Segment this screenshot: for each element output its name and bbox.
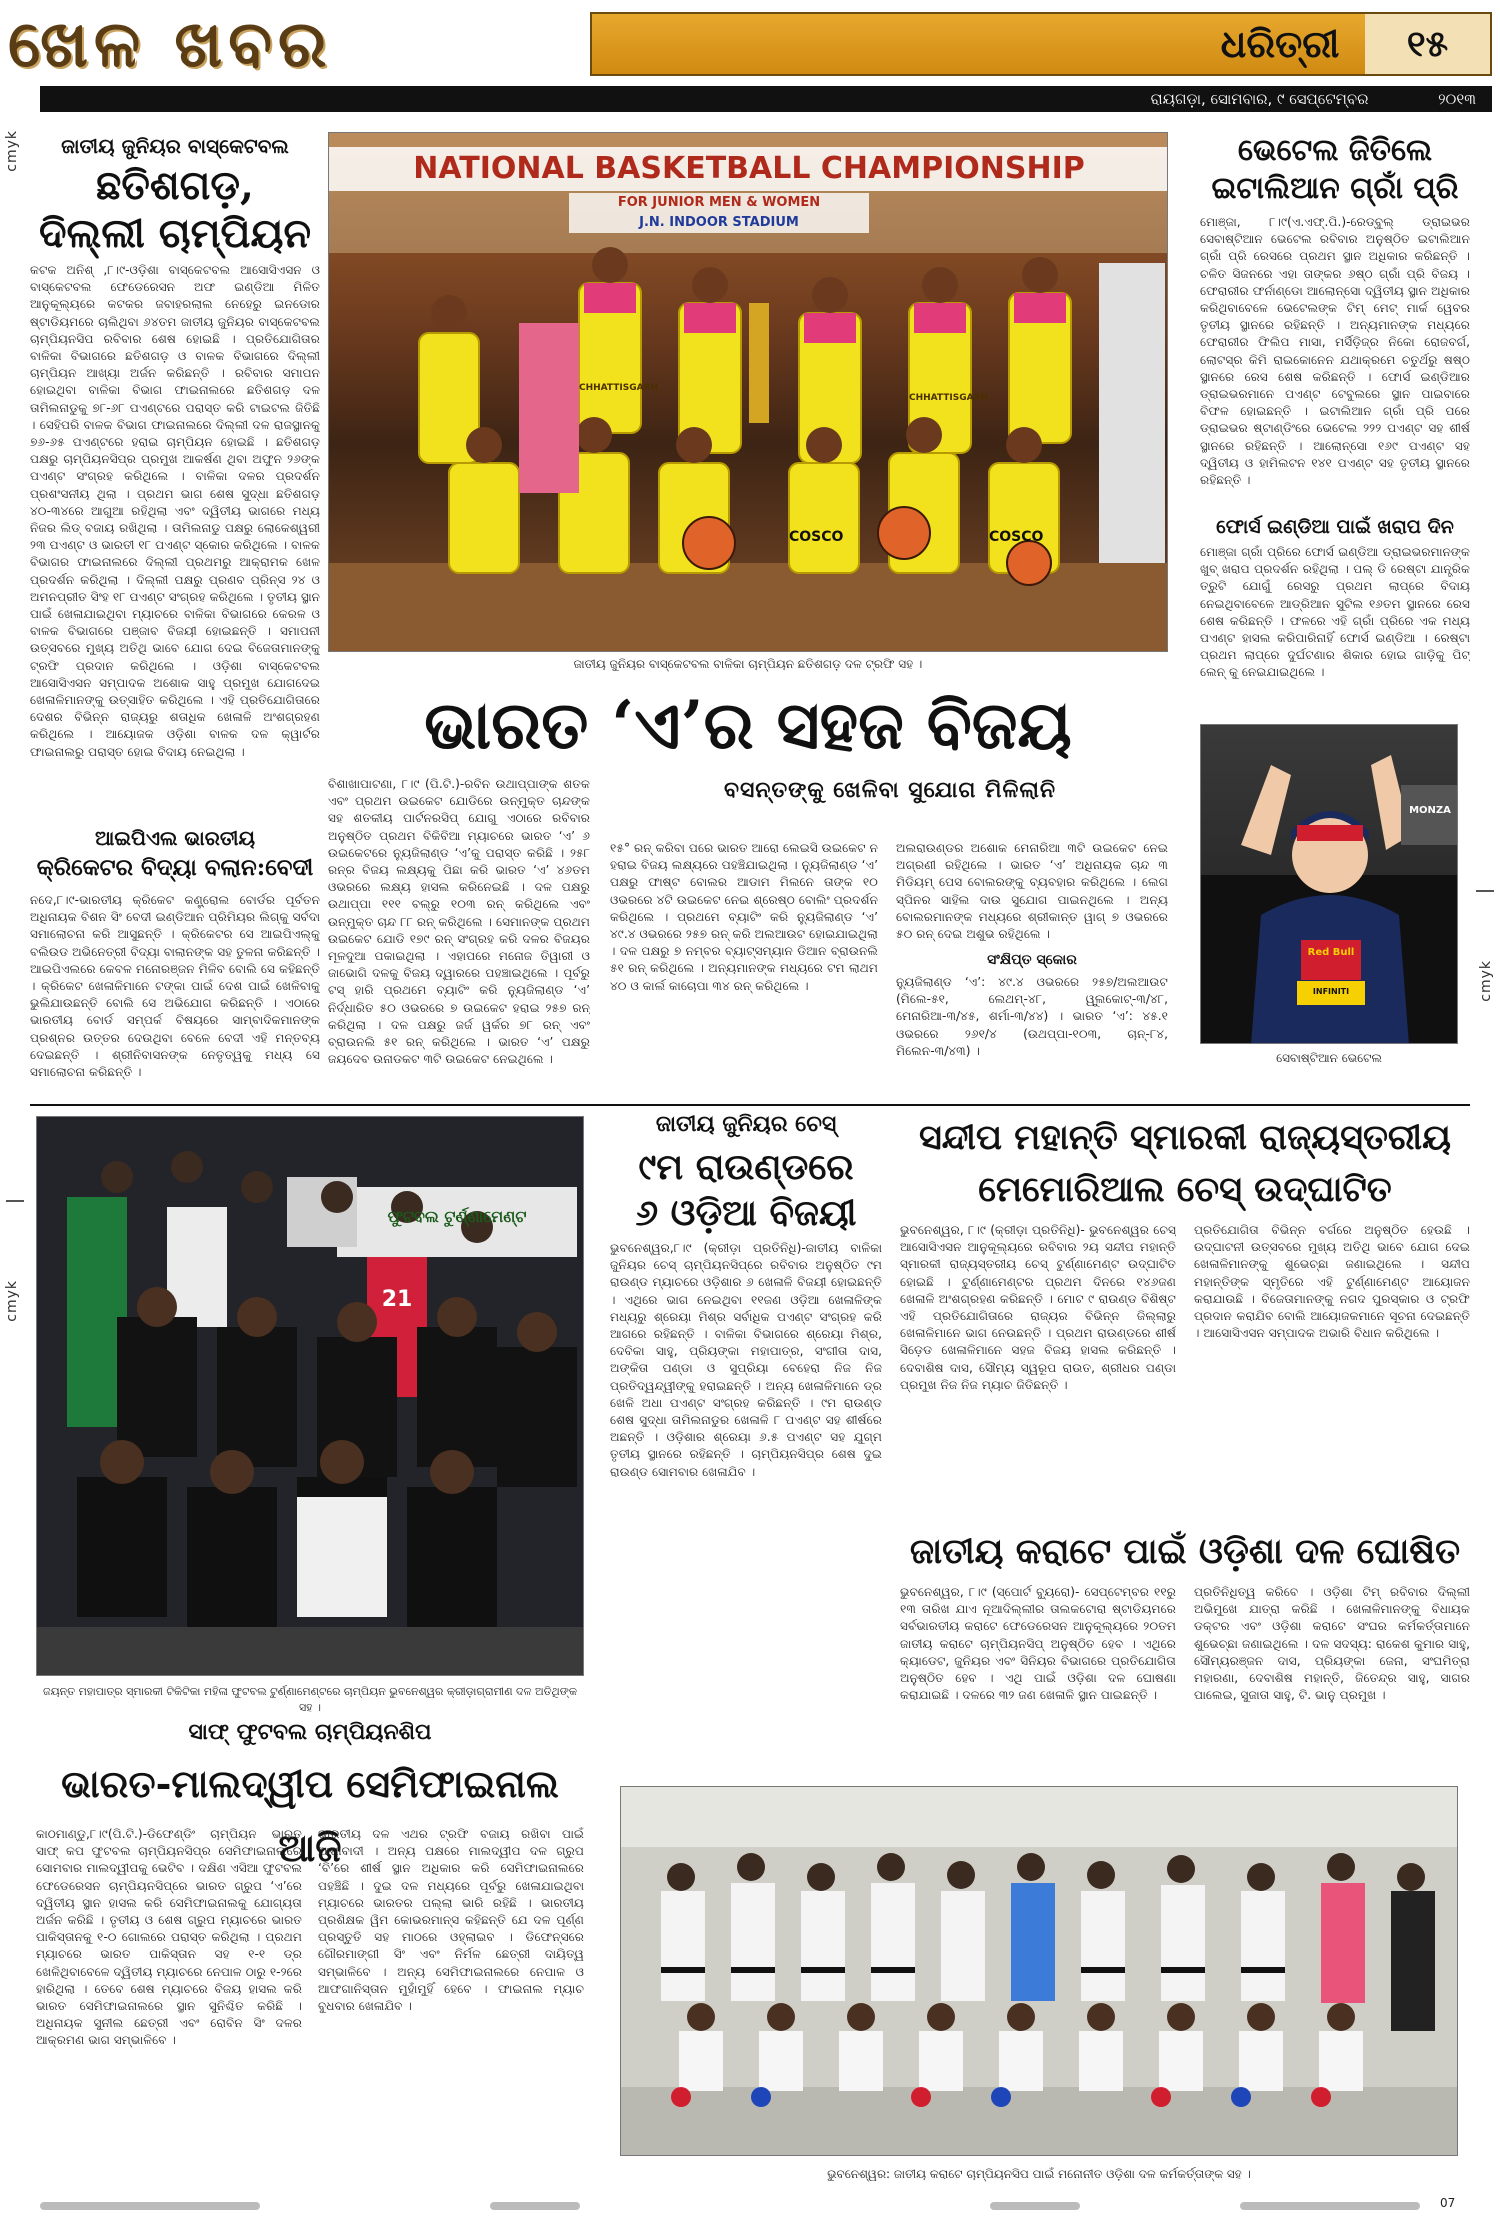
basketball-headline — [30, 162, 320, 258]
crop-mark — [6, 1200, 24, 1202]
ipl-body: ନଦେ,୮।୯-ଭାରତୀୟ କ୍ରିକେଟ କଣ୍ଟ୍ରୋଲ ବୋର୍ଡର ପୂର୍ବତନ ଅଧିନାୟକ ବିଶନ ସିଂ ବେଦୀ ଇଣ୍ଡିଆନ ପ୍ରିମିୟର ଲିଗ୍କୁ ସର୍ବଦା ସମାଲୋଚନା କରି ଆସୁଛନ୍ତି । କ୍ରିକେଟର ସେ ଆଇପିଏଲ୍କୁ ବଲିଉଡ ଅଭିନେତ୍ରୀ ବିଦ୍ୟା ବାଲାନଙ୍କ ସହ ତୁଳନା କରିଛନ୍ତି । ଆଇପିଏଲରେ କେବଳ ମନୋରଞ୍ଜନ ମିଳିବ ବୋଲି ସେ କହିଛନ୍ତି । କ୍ରିକେଟ ଖେଳାଳିମାନେ ଟଙ୍କା ପାଇଁ ଦେଶ ପାଇଁ ଖେଳିବାକୁ ଭୁଲିଯାଉଛନ୍ତି ବୋଲି ସେ ଅଭିଯୋଗ କରିଛନ୍ତି । ଏଠାରେ ଭାରତୀୟ ବୋର୍ଡ ସମ୍ପର୍କ ବିଷୟରେ ସାମ୍ବାଦିକମାନଙ୍କ ପ୍ରଶ୍ନର ଉତ୍ତର ଦେଉଥିବା ବେଳେ ବେଦୀ ଏହି ମନ୍ତବ୍ୟ ଦେଇଛନ୍ତି । ଶ୍ରୀନିବାସନଙ୍କ ନେତୃତ୍ୱକୁ ମଧ୍ୟ ସେ ସମାଲୋଚନା କରିଛନ୍ତି । — [30, 893, 320, 1080]
vettel-photo — [1200, 724, 1458, 1044]
memorial-chess-body-col2: ପ୍ରତିଯୋଗିତା ବିଭିନ୍ନ ବର୍ଗରେ ଅନୁଷ୍ଠିତ ହେଉଛି । ଉଦ୍‌ଘାଟନୀ ଉତ୍ସବରେ ମୁଖ୍ୟ ଅତିଥି ଭାବେ ଯୋଗ ଦେଇ ଖେଳାଳିମାନଙ୍କୁ ଶୁଭେଚ୍ଛା ଜଣାଇଥିଲେ । ସନ୍ଦୀପ ମହାନ୍ତିଙ୍କ ସ୍ମୃତିରେ ଏହି ଟୁର୍ଣ୍ଣାମେଣ୍ଟ ଆୟୋଜନ କରାଯାଉଛି । ବିଜେତାମାନଙ୍କୁ ନଗଦ ପୁରସ୍କାର ଓ ଟ୍ରଫି ପ୍ରଦାନ କରାଯିବ ବୋଲି ଆୟୋଜକମାନେ ସୂଚନା ଦେଇଛନ୍ତି । ଆସୋସିଏସନ ସମ୍ପାଦକ ଅଭାରି ବିଧାନ କରିଥିଲେ । — [1194, 1223, 1470, 1341]
ball-brand-label: COSCO — [789, 529, 844, 545]
saff-kicker: ସାଫ୍ ଫୁଟବଲ ଚାମ୍ପିୟନଶିପ — [36, 1716, 584, 1750]
vettel-photo-sign: MONZA — [1409, 805, 1451, 816]
footer-bar — [490, 2202, 580, 2210]
basketball-photo-banner: NATIONAL BASKETBALL CHAMPIONSHIP — [413, 151, 1085, 186]
ipl-headline: କ୍ରିକେଟର ବିଦ୍ୟା ବଲାନ:ବେଦୀ — [36, 854, 314, 881]
football-photo-caption: ଜୟନ୍ତ ମହାପାତ୍ର ସ୍ମାରକୀ ଟିକିଟିକା ମହିଳା ଫୁଟବଲ ଟୁର୍ଣ୍ଣାମେଣ୍ଟରେ ଚାମ୍ପିୟନ ଭୁବନେଶ୍ୱର କ୍ରୀଡ଼ାଗ୍ରାମୀଣ ଦଳ ଅତିଥିଙ୍କ ସହ । — [42, 1685, 578, 1714]
football-photo-banner: ଫୁଟବଲ ଟୁର୍ଣ୍ଣାମେଣ୍ଟ — [387, 1207, 527, 1226]
memorial-chess-body-col1: ଭୁବନେଶ୍ୱର, ୮।୯ (କ୍ରୀଡ଼ା ପ୍ରତିନିଧି)- ଭୁବନେଶ୍ୱର ଚେସ୍ ଆସୋସିଏସନ ଆନୁକୂଲ୍ୟରେ ରବିବାର ୨ୟ ସନ୍ଦୀପ ମହାନ୍ତି ସ୍ମାରକୀ ରାଜ୍ୟସ୍ତରୀୟ ଚେସ୍ ଟୁର୍ଣ୍ଣାମେଣ୍ଟ ଉଦ୍‌ଘାଟିତ ହୋଇଛି । ଟୁର୍ଣ୍ଣାମେଣ୍ଟର ପ୍ରଥମ ଦିନରେ ୧୪୬ଜଣ ଖେଳାଳି ଅଂଶଗ୍ରହଣ କରିଛନ୍ତି । ମୋଟ ୯ ରାଉଣ୍ଡ ବିଶିଷ୍ଟ ଏହି ପ୍ରତିଯୋଗିତାରେ ରାଜ୍ୟର ବିଭିନ୍ନ ଜିଲ୍ଲାରୁ ଖେଳାଳିମାନେ ଭାଗ ନେଉଛନ୍ତି । ପ୍ରଥମ ରାଉଣ୍ଡରେ ଶୀର୍ଷ ସିଡ଼େଡ ଖେଳାଳିମାନେ ସହଜ ବିଜୟ ହାସଲ କରିଛନ୍ତି । ଦେବାଶିଷ ଦାସ, ସୌମ୍ୟ ସ୍ୱରୂପ ରାଉତ, ଶ୍ରୀଧର ପଣ୍ଡା ପ୍ରମୁଖ ନିଜ ନିଜ ମ୍ୟାଚ ଜିତିଛନ୍ତି । — [900, 1223, 1176, 1392]
cmyk-label: cmyk — [4, 130, 20, 172]
page-code: 07 — [1440, 2196, 1456, 2210]
ball-brand-label: COSCO — [989, 529, 1044, 545]
vettel-headline-line1: ଭେଟେଲ ଜିତିଲେ — [1237, 133, 1433, 168]
jersey-label: CHHATTISGARH — [909, 393, 989, 403]
saff-headline: ଭାରତ-ମାଲଦ୍ୱୀପ ସେମିଫାଇନାଲ ଆଜି — [61, 1761, 559, 1870]
india-a-subheadline: ବସନ୍ତଙ୍କୁ ଖେଳିବା ସୁଯୋଗ ମିଳିଲାନି — [723, 778, 1057, 803]
vettel-subheadline: ଫୋର୍ସ ଇଣ୍ଡିଆ ପାଇଁ ଖରାପ ଦିନ — [1216, 516, 1454, 538]
basketball-photo — [328, 132, 1168, 652]
cmyk-label: cmyk — [4, 1280, 20, 1322]
vettel-headline-line2: ଇଟାଲିଆନ ଗ୍ରାଁ ପ୍ରି — [1211, 171, 1459, 206]
karate-headline: ଜାତୀୟ କରାଟେ ପାଇଁ ଓଡ଼ିଶା ଦଳ ଘୋଷିତ — [909, 1531, 1461, 1572]
karate-photo-art — [621, 1787, 1458, 2156]
karate-photo-caption: ଭୁବନେଶ୍ୱର: ଜାତୀୟ କରାଟେ ଚାମ୍ପିୟନସିପ ପାଇଁ ମନୋନୀତ ଓଡ଼ିଶା ଦଳ କର୍ମକର୍ତ୍ତାଙ୍କ ସହ । — [827, 2167, 1251, 2181]
paper-name: ଧରିତ୍ରୀ — [1220, 21, 1340, 66]
section-title: ଖେଳ ଖବର — [8, 7, 333, 82]
karate-body-col2: ପ୍ରତିନିଧିତ୍ୱ କରିବେ । ଓଡ଼ିଶା ଟିମ୍ ରବିବାର ଦିଲ୍ଲୀ ଅଭିମୁଖେ ଯାତ୍ରା କରିଛି । ଖେଳାଳିମାନଙ୍କୁ ବିଧାୟକ ଡକ୍ଟର ଏବଂ ଓଡ଼ିଶା କରାଟେ ସଂଘର କର୍ମକର୍ତ୍ତାମାନେ ଶୁଭେଚ୍ଛା ଜଣାଇଥିଲେ । ଦଳ ସଦସ୍ୟ: ରାକେଶ କୁମାର ସାହୁ, ସୌମ୍ୟରଞ୍ଜନ ଦାସ, ପ୍ରିୟଙ୍କା ଜେନା, ସଂଘମିତ୍ରା ମହାରଣା, ଦେବାଶିଷ ମହାନ୍ତି, ଜିତେନ୍ଦ୍ର ସାହୁ, ସାଗର ପାଲେଇ, ସୁଜାତା ସାହୁ, ଟି. ଭାନୁ ପ୍ରମୁଖ । — [1194, 1585, 1470, 1703]
vettel-sub-body: ମୋଞ୍ଜା ଗ୍ରାଁ ପ୍ରିରେ ଫୋର୍ସ ଇଣ୍ଡିଆ ଡ୍ରାଇଭରମାନଙ୍କ ଖୁବ୍ ଖରାପ ପ୍ରଦର୍ଶନ ରହିଥିଲା । ପଲ୍ ଡି ରେଷ୍ଟା ଯାନ୍ତ୍ରିକ ତ୍ରୁଟି ଯୋଗୁଁ ରେସରୁ ପ୍ରଥମ ଲାପ୍ରେ ବିଦାୟ ନେଇଥିବାବେଳେ ଆଡ୍ରିଆନ ସୁଟିଲ ୧୬ତମ ସ୍ଥାନରେ ରେସ ଶେଷ କରିଛନ୍ତି । ଫଳରେ ଏହି ଗ୍ରାଁ ପ୍ରିରେ ଏକ ମଧ୍ୟ ପଏଣ୍ଟ ହାସଲ କରିପାରିନାହିଁ ଫୋର୍ସ ଇଣ୍ଡିଆ । ରେଷ୍ଟା ପ୍ରଥମ ଲାପ୍ରେ ଦୁର୍ଘଟଣାର ଶିକାର ହୋଇ ଗାଡ଼ିକୁ ପିଟ୍ ଲେନ୍ କୁ ନେଇଯାଇଥିଲେ । — [1200, 545, 1470, 680]
section-rule — [30, 1104, 1470, 1106]
chess-junior-headline — [610, 1144, 882, 1236]
karate-photo — [620, 1786, 1458, 2156]
basketball-body: କଟକ ଅନିଶ୍ ,୮।୯-ଓଡ଼ିଶା ବାସ୍କେଟବଲ ଆସୋସିଏସନ ଓ ବାସ୍କେଟବଲ ଫେଡେରେସନ ଅଫ ଇଣ୍ଡିଆ ମିଳିତ ଆନୁକୂଲ୍ୟରେ କଟକର ଜବାହରଲାଲ ନେହେରୁ ଇନଡୋର ଷ୍ଟାଡିୟମରେ ଚାଲିଥିବା ୬୪ତମ ଜାତୀୟ ଜୁନିୟର ବାସ୍କେଟବଲ ଚାମ୍ପିୟନସିପ ରବିବାର ଶେଷ ହୋଇଛି । ପ୍ରତିଯୋଗିତାର ବାଳିକା ବିଭାଗରେ ଛତିଶଗଡ଼ ଓ ବାଳକ ବିଭାଗରେ ଦିଲ୍ଲୀ ଚାମ୍ପିୟନ ଆଖ୍ୟା ଅର୍ଜନ କରିଛନ୍ତି । ରବିବାର ସମାପନ ହୋଇଥିବା ବାଳିକା ବିଭାଗ ଫାଇନାଲରେ ଛତିଶଗଡ଼ ଦଳ ତାମିଲନାଡୁକୁ ୭୮-୬୮ ପଏଣ୍ଟରେ ପରାସ୍ତ କରି ଟାଇଟଲ ଜିତିଛି । ସେହିପରି ବାଳକ ବିଭାଗ ଫାଇନାଲରେ ଦିଲ୍ଲୀ ଦଳ ରାଜସ୍ଥାନକୁ ୭୬-୬୫ ପଏଣ୍ଟରେ ହରାଇ ଚାମ୍ପିୟନ ହୋଇଛି । ଛତିଶଗଡ଼ ପକ୍ଷରୁ ଚାମ୍ପିୟନସିପ୍ର ପ୍ରମୁଖ ଆକର୍ଷଣ ଥିବା ଅଫୁନ ୨୬ଙ୍କ ପଏଣ୍ଟ ସଂଗ୍ରହ କରିଥିଲେ । ବାଳିକା ଦଳର ପ୍ରଦର୍ଶନ ପ୍ରଶଂସନୀୟ ଥିଲା । ପ୍ରଥମ ଭାଗ ଶେଷ ସୁଦ୍ଧା ଛତିଶଗଡ଼ ୪୦-୩୪ରେ ଆଗୁଆ ରହିଥିଲା ଏବଂ ଦ୍ୱିତୀୟ ଭାଗରେ ମଧ୍ୟ ନିଜର ଲିଡ୍ ବଜାୟ ରଖିଥିଲା । ତାମିଲନାଡୁ ପକ୍ଷରୁ ଲୋକେଶ୍ୱରୀ ୨୩ ପଏଣ୍ଟ ଓ ଭାରତୀ ୧୮ ପଏଣ୍ଟ ସ୍କୋର କରିଥିଲେ । ବାଳକ ବିଭାଗର ଫାଇନାଲରେ ଦିଲ୍ଲୀ ପ୍ରଥମରୁ ଆକ୍ରାମକ ଖେଳ ପ୍ରଦର୍ଶନ କରିଥିଲା । ଦିଲ୍ଲୀ ପକ୍ଷରୁ ପ୍ରଣବ ପ୍ରିନ୍ସ ୨୪ ଓ ଅମନପ୍ରୀତ ସିଂହ ୧୮ ପଏଣ୍ଟ ସଂଗ୍ରହ କରିଥିଲେ । ତୃତୀୟ ସ୍ଥାନ ପାଇଁ ଖେଳାଯାଇଥିବା ମ୍ୟାଚରେ ବାଳିକା ବିଭାଗରେ କେରଳ ଓ ବାଳକ ବିଭାଗରେ ପଞ୍ଜାବ ବିଜୟୀ ହୋଇଛନ୍ତି । ସମାପନୀ ଉତ୍ସବରେ ମୁଖ୍ୟ ଅତିଥି ଭାବେ ଯୋଗ ଦେଇ ବିଜେତାମାନଙ୍କୁ ଟ୍ରଫି ପ୍ରଦାନ କରିଥିଲେ । ଓଡ଼ିଶା ବାସ୍କେଟବଲ ଆସୋସିଏସନ ସମ୍ପାଦକ ଅଶୋକ ସାହୁ ପ୍ରମୁଖ ଯୋଗଦେଇ ଖେଳାଳିମାନଙ୍କୁ ଉତ୍ସାହିତ କରିଥିଲେ । ଏହି ପ୍ରତିଯୋଗିତାରେ ଦେଶର ବିଭିନ୍ନ ରାଜ୍ୟରୁ ଶତାଧିକ ଖେଳାଳି ଅଂଶଗ୍ରହଣ କରିଥିଲେ । ଆୟୋଜକ ଓଡ଼ିଶା ବାଳକ ଦଳ କ୍ୱାର୍ଟର ଫାଇନାଲରୁ ପରାସ୍ତ ହୋଇ ବିଦାୟ ନେଇଥିଲା । — [30, 263, 320, 759]
registration-mark-left-top — [4, 130, 20, 172]
india-a-body-col2: ୧୫° ରନ୍ କରିବା ପରେ ଭାରତ ଆରୋ ଲେଇସି ଉଇକେଟ ନ ହରାଇ ବିଜୟ ଲକ୍ଷ୍ୟରେ ପହଞ୍ଚିଯାଇଥିଲା । ନ୍ୟୁଜିଲାଣ୍ଡ ‘ଏ’ ପକ୍ଷରୁ ଫାଷ୍ଟ ବୋଲର ଆଡାମ ମିଲନେ ତାଙ୍କ ୧୦ ଓଭରରେ ୪ଟି ଉଇକେଟ ନେଇ ଶ୍ରେଷ୍ଠ ବୋଲିଂ ପ୍ରଦର୍ଶନ କରିଥିଲେ । ପ୍ରଥମେ ବ୍ୟାଟିଂ କରି ନ୍ୟୁଜିଲାଣ୍ଡ ‘ଏ’ ୪୯.୪ ଓଭରରେ ୨୫୭ ରନ୍ କରି ଅଲଆଉଟ ହୋଇଯାଇଥିଲା । ଦଳ ପକ୍ଷରୁ ୭ ନମ୍ବର ବ୍ୟାଟ୍ସମ୍ୟାନ ଡିଆନ ବ୍ରାଉନଲି ୫୧ ରନ୍ କରିଥିଲେ । ଅନ୍ୟମାନଙ୍କ ମଧ୍ୟରେ ଟମ ଲାଥମ ୪୦ ଓ କାର୍ଲ କାଚୋପା ୩୪ ରନ୍ କରିଥିଲେ । — [610, 841, 878, 993]
crop-mark — [1476, 890, 1494, 892]
basketball-headline-line2: ଦିଲ୍ଲୀ ଚାମ୍ପିୟନ — [38, 210, 312, 257]
india-a-score-title: ସଂକ୍ଷିପ୍ତ ସ୍କୋର — [987, 952, 1077, 968]
basketball-kicker: ଜାତୀୟ ଜୁନିୟର ବାସ୍କେଟବଲ — [61, 134, 289, 158]
football-photo — [36, 1116, 584, 1676]
dateline-place-day: ରାୟଗଡ଼ା, ସୋମବାର, ୯ ସେପ୍ଟେମ୍ବର — [1150, 90, 1369, 108]
india-a-body-col1: ବିଶାଖାପାଟଣା, ୮।୯ (ପି.ଟି.)-ରବିନ ଉଥାପ୍ପାଙ୍କ ଶତକ ଏବଂ ପ୍ରଥମ ଉଇକେଟ ଯୋଡିରେ ଉନ୍ମୁକ୍ତ ଚାନ୍ଦଙ୍କ ସହ ଶତକୀୟ ପାର୍ଟନରସିପ୍ ଯୋଗୁ ଏଠାରେ ରବିବାର ଅନୁଷ୍ଠିତ ପ୍ରଥମ ବିକିବିଆ ମ୍ୟାଚରେ ଭାରତ ‘ଏ’ ୬ ଉଇକେଟରେ ନ୍ୟୁଜିଲାଣ୍ଡ ‘ଏ’କୁ ପରାସ୍ତ କରିଛି । ୨୫୮ ରନ୍ର ବିଜୟ ଲକ୍ଷ୍ୟକୁ ପିଛା କରି ଭାରତ ‘ଏ’ ୪୬ତମ ଓଭରରେ ଲକ୍ଷ୍ୟ ହାସଲ କରିନେଇଛି । ଦଳ ପକ୍ଷରୁ ଉଥାପ୍ପା ୧୧୧ ବଲ୍ରୁ ୧୦୩ ରନ୍ କରିଥିଲେ ଏବଂ ଉନ୍ମୁକ୍ତ ଚାନ୍ଦ ୮୮ ରନ୍ କରିଥିଲେ । ସେମାନଙ୍କ ପ୍ରଥମ ଉଇକେଟ ଯୋଡି ୧୭୯ ରନ୍ ସଂଗ୍ରହ କରି ଦଳର ବିଜୟର ମୂଳଦୁଆ ପକାଇଥିଲା । ଏହାପରେ ମନୋଜ ତିୱାରୀ ଓ ଜାଭୋଗି ଦଳକୁ ବିଜୟ ଦ୍ୱାରରେ ପହଞ୍ଚାଇଥିଲେ । ପୂର୍ବରୁ ଟସ୍ ହାରି ପ୍ରଥମେ ବ୍ୟାଟିଂ କରି ନ୍ୟୁଜିଲାଣ୍ଡ ‘ଏ’ ନିର୍ଦ୍ଧାରିତ ୫୦ ଓଭରରେ ୭ ଉଇକେଟ ହରାଇ ୨୫୭ ରନ୍ କରିଥିଲା । ଦଳ ପକ୍ଷରୁ ଜର୍ଜ ୱର୍କର ୭୮ ରନ୍ ଏବଂ ବ୍ରାଉନଲି ୫୧ ରନ୍ କରିଥିଲେ । ଭାରତ ‘ଏ’ ପକ୍ଷରୁ ଜୟଦେବ ଉନାଡକଟ ୩ଟି ଉଇକେଟ ନେଇଥିଲେ । — [328, 777, 590, 1067]
saff-body-col2: ଭାରତୀୟ ଦଳ ଏଥର ଟ୍ରଫି ବଜାୟ ରଖିବା ପାଇଁ ଆଶାବାଦୀ । ଅନ୍ୟ ପକ୍ଷରେ ମାଲଦ୍ୱୀପ ଦଳ ଗ୍ରୁପ ‘ବି’ରେ ଶୀର୍ଷ ସ୍ଥାନ ଅଧିକାର କରି ସେମିଫାଇନାଲରେ ପହଞ୍ଚିଛି । ଦୁଇ ଦଳ ମଧ୍ୟରେ ପୂର୍ବରୁ ଖେଳାଯାଇଥିବା ମ୍ୟାଚରେ ଭାରତର ପଲ୍ଲା ଭାରି ରହିଛି । ଭାରତୀୟ ପ୍ରଶିକ୍ଷକ ୱିମ କୋଭରମାନ୍ସ କହିଛନ୍ତି ଯେ ଦଳ ପୂର୍ଣ୍ଣ ପ୍ରସ୍ତୁତି ସହ ମାଠରେ ଓହ୍ଲାଇବ । ଡିଫେନ୍ସରେ ଗୌରମାଙ୍ଗୀ ସିଂ ଏବଂ ନିର୍ମଳ ଛେତ୍ରୀ ଦାୟିତ୍ୱ ସମ୍ଭାଳିବେ । ଅନ୍ୟ ସେମିଫାଇନାଲରେ ନେପାଳ ଓ ଆଫଗାନିସ୍ତାନ ମୁହାଁମୁହିଁ ହେବେ । ଫାଇନାଲ ମ୍ୟାଚ ବୁଧବାର ଖେଳାଯିବ । — [318, 1827, 584, 2014]
cmyk-label: cmyk — [1478, 960, 1494, 1002]
memorial-chess-headline — [900, 1112, 1470, 1216]
vettel-photo-brand: Red Bull — [1307, 947, 1355, 958]
basketball-headline-line1: ଛତିଶଗଡ଼, — [96, 162, 254, 209]
vettel-body: ମୋଞ୍ଜା, ୮।୯(ଏ.ଏଫ୍.ପି.)-ରେଡ୍ବୁଲ୍ ଡ୍ରାଇଭର ସେବାଷ୍ଟିଆନ ଭେଟେଲ ରବିବାର ଅନୁଷ୍ଠିତ ଇଟାଲିଆନ ଗ୍ରାଁ ପ୍ରି ରେସରେ ପ୍ରଥମ ସ୍ଥାନ ଅଧିକାର କରିଛନ୍ତି । ଚଳିତ ସିଜନରେ ଏହା ତାଙ୍କର ୬ଷ୍ଠ ଗ୍ରାଁ ପ୍ରି ବିଜୟ । ଫେରାରୀର ଫର୍ନାଣ୍ଡୋ ଆଲୋନ୍ସୋ ଦ୍ୱିତୀୟ ସ୍ଥାନ ଅଧିକାର କରିଥିବାବେଳେ ଭେଟେଲଙ୍କ ଟିମ୍ ମେଟ୍ ମାର୍କ ୱେବର ତୃତୀୟ ସ୍ଥାନରେ ରହିଛନ୍ତି । ଅନ୍ୟମାନଙ୍କ ମଧ୍ୟରେ ଫେରାରୀର ଫିଲିପ ମାସା, ମର୍ସିଡ଼ିଜ୍ର ନିକୋ ରୋଜବର୍ଗ, ଲୋଟସ୍ର କିମି ରାଇକୋନେନ ଯଥାକ୍ରମେ ଚତୁର୍ଥରୁ ଷଷ୍ଠ ସ୍ଥାନରେ ରେସ ଶେଷ କରିଛନ୍ତି । ଫୋର୍ସ ଇଣ୍ଡିଆର ଡ୍ରାଇଭରମାନେ ପଏଣ୍ଟ ଟେବୁଲରେ ସ୍ଥାନ ପାଇବାରେ ବିଫଳ ହୋଇଛନ୍ତି । ଇଟାଲିଆନ ଗ୍ରାଁ ପ୍ରି ପରେ ଡ୍ରାଇଭର ଷ୍ଟାଣ୍ଡିଂରେ ଭେଟେଲ ୨୨୨ ପଏଣ୍ଟ ସହ ଶୀର୍ଷ ସ୍ଥାନରେ ରହିଛନ୍ତି । ଆଲୋନ୍ସୋ ୧୬୯ ପଏଣ୍ଟ ସହ ଦ୍ୱିତୀୟ ଓ ହାମିଲଟନ ୧୪୧ ପଏଣ୍ଟ ସହ ତୃତୀୟ ସ୍ଥାନରେ ରହିଛନ୍ତି । — [1200, 215, 1470, 488]
india-a-headline: ଭାରତ ‘ଏ’ର ସହଜ ବିଜୟ — [424, 686, 1072, 764]
chess-junior-headline-line1: ୯ମ ରାଉଣ୍ଡରେ — [638, 1146, 854, 1188]
basketball-photo-venue: J.N. INDOOR STADIUM — [639, 215, 799, 230]
football-photo-art — [37, 1117, 584, 1676]
footer-bar — [1240, 2202, 1420, 2210]
india-a-score-body: ନ୍ୟୁଜିଲାଣ୍ଡ ‘ଏ’: ୪୯.୪ ଓଭରରେ ୨୫୭/ଅଲଆଉଟ (ମିଲେ-୫୧, ଲେଥମ୍-୪୮, ୱୁଲକୋଟ୍-୩/୪୮, ମେନାରିଆ-୩/୪୫, ଶର୍ମା-୩/୪୪) । ଭାରତ ‘ଏ’: ୪୫.୧ ଓଭରରେ ୨୬୧/୪ (ଉଥପ୍ପା-୧୦୩, ଚାନ୍-୮୪, ମିଲେନ-୩/୪୩) । — [896, 975, 1168, 1058]
footer-bar — [990, 2202, 1080, 2210]
chess-junior-kicker: ଜାତୀୟ ଜୁନିୟର ଚେସ୍ — [655, 1112, 837, 1137]
vettel-photo-art — [1201, 725, 1458, 1044]
vettel-headline — [1200, 132, 1470, 208]
jersey-label: CHHATTISGARH — [579, 383, 659, 393]
ipl-kicker: ଆଇପିଏଲ ଭାରତୀୟ — [95, 826, 255, 850]
saff-body-col1: କାଠମାଣ୍ଡୁ,୮।୯(ପି.ଟି.)-ଡିଫେଣ୍ଡିଂ ଚାମ୍ପିୟନ ଭାରତ ସାଫ୍ କପ ଫୁଟବଲ ଚାମ୍ପିୟନସିପ୍ର ସେମିଫାଇନାଲରେ ସୋମବାର ମାଲଦ୍ୱୀପକୁ ଭେଟିବ । ଦକ୍ଷିଣ ଏସିଆ ଫୁଟବଲ ଫେଡେରେସନ ଚାମ୍ପିୟନସିପ୍ରେ ଭାରତ ଗ୍ରୁପ ‘ଏ’ରେ ଦ୍ୱିତୀୟ ସ୍ଥାନ ହାସଲ କରି ସେମିଫାଇନାଲକୁ ଯୋଗ୍ୟତା ଅର୍ଜନ କରିଛି । ତୃତୀୟ ଓ ଶେଷ ଗ୍ରୁପ ମ୍ୟାଚରେ ଭାରତ ପାକିସ୍ତାନକୁ ୧-୦ ଗୋଲରେ ପରାସ୍ତ କରିଥିଲା । ପ୍ରଥମ ମ୍ୟାଚରେ ଭାରତ ପାକିସ୍ତାନ ସହ ୧-୧ ଡ୍ର ଖେଳିଥିବାବେଳେ ଦ୍ୱିତୀୟ ମ୍ୟାଚରେ ନେପାଳ ଠାରୁ ୧-୨ରେ ହାରିଥିଲା । ତେବେ ଶେଷ ମ୍ୟାଚରେ ବିଜୟ ହାସଲ କରି ଭାରତ ସେମିଫାଇନାଲରେ ସ୍ଥାନ ସୁନିଶ୍ଚିତ କରିଛି । ଅଧିନାୟକ ସୁନୀଲ ଛେତ୍ରୀ ଏବଂ ରୋବିନ ସିଂ ଦଳର ଆକ୍ରମଣ ଭାଗ ସମ୍ଭାଳିବେ । — [36, 1827, 302, 2048]
memorial-chess-headline-line2: ମେମୋରିଆଲ ଚେସ୍ ଉଦ୍‌ଘାଟିତ — [978, 1169, 1392, 1210]
chess-junior-headline-line2: ୬ ଓଡ଼ିଆ ବିଜୟୀ — [635, 1192, 857, 1234]
vettel-photo-sponsor: INFINITI — [1312, 987, 1350, 996]
india-a-body-col3: ଅଲରାଉଣ୍ଡର ଅଶୋକ ମେନାରିଆ ୩ଟି ଉଇକେଟ ନେଇ ଅଗ୍ରଣୀ ରହିଥିଲେ । ଭାରତ ‘ଏ’ ଅଧିନାୟକ ଚାନ୍ଦ ୩ ମିଡିୟମ୍ ପେସ ବୋଲରଙ୍କୁ ବ୍ୟବହାର କରିଥିଲେ । ଲେଗ ସ୍ପିନର ସାହିଲ ଦାଉ ସୁଯୋଗ ପାଇନଥିଲେ । ଅନ୍ୟ ବୋଲରମାନଙ୍କ ମଧ୍ୟରେ ଶ୍ରୀକାନ୍ତ ୱାଗ୍ ୭ ଓଭରରେ ୫୦ ରନ୍ ଦେଇ ଅଶୁଭ ରହିଥିଲେ । — [896, 841, 1168, 942]
basketball-photo-subbanner: FOR JUNIOR MEN & WOMEN — [617, 195, 821, 210]
memorial-chess-headline-line1: ସନ୍ଦୀପ ମହାନ୍ତି ସ୍ମାରକୀ ରାଜ୍ୟସ୍ତରୀୟ — [919, 1117, 1451, 1158]
footer-bar — [40, 2202, 260, 2210]
karate-body-col1: ଭୁବନେଶ୍ୱର, ୮।୯ (ସ୍ପୋର୍ଟ ବ୍ୟୁରୋ)- ସେପ୍ଟେମ୍ବର ୧୧ରୁ ୧୩ ତାରିଖ ଯାଏ ନୂଆଦିଲ୍ଲୀର ତାଲକଟୋରା ଷ୍ଟାଡିୟମରେ ସର୍ବଭାରତୀୟ କରାଟେ ଫେଡେରେସନ ଆନୁକୂଲ୍ୟରେ ୨୦ତମ ଜାତୀୟ କରାଟେ ଚାମ୍ପିୟନସିପ୍ ଅନୁଷ୍ଠିତ ହେବ । ଏଥିରେ କ୍ୟାଡେଟ, ଜୁନିୟର ଏବଂ ସିନିୟର ବିଭାଗରେ ପ୍ରତିଯୋଗିତା ଅନୁଷ୍ଠିତ ହେବ । ଏଥି ପାଇଁ ଓଡ଼ିଶା ଦଳ ଘୋଷଣା କରାଯାଇଛି । ଦଳରେ ୩୨ ଜଣ ଖେଳାଳି ସ୍ଥାନ ପାଇଛନ୍ତି । — [900, 1585, 1176, 1703]
dateline-year: ୨୦୧୩ — [1438, 90, 1476, 108]
basketball-photo-caption: ଜାତୀୟ ଜୁନିୟର ବାସ୍କେଟବଲ ବାଳିକା ଚାମ୍ପିୟନ ଛତିଶଗଡ଼ ଦଳ ଟ୍ରଫି ସହ । — [573, 657, 923, 671]
dateline — [40, 86, 1492, 112]
chess-junior-body: ଭୁବନେଶ୍ୱର,୮।୯ (କ୍ରୀଡ଼ା ପ୍ରତିନିଧି)-ଜାତୀୟ ବାଳିକା ଜୁନିୟର ଚେସ୍ ଚାମ୍ପିୟନସିପ୍ରେ ରବିବାର ଅନୁଷ୍ଠିତ ୯ମ ରାଉଣ୍ଡ ମ୍ୟାଚରେ ଓଡ଼ିଶାର ୬ ଖେଳାଳି ବିଜୟୀ ହୋଇଛନ୍ତି । ଏଥିରେ ଭାଗ ନେଇଥିବା ୧୧ଜଣ ଓଡ଼ିଆ ଖେଳାଳିଙ୍କ ମଧ୍ୟରୁ ଶ୍ରେୟା ମିଶ୍ର ସର୍ବାଧିକ ପଏଣ୍ଟ ସଂଗ୍ରହ କରି ଆଗରେ ରହିଛନ୍ତି । ବାଳିକା ବିଭାଗରେ ଶ୍ରେୟା ମିଶ୍ର, ଦେବିକା ସାହୁ, ପ୍ରିୟଙ୍କା ମହାପାତ୍ର, ସଂଗୀତା ଦାସ, ଅଙ୍କିତା ପଣ୍ଡା ଓ ସୁପ୍ରିୟା ବେହେରା ନିଜ ନିଜ ପ୍ରତିଦ୍ୱନ୍ଦ୍ୱୀଙ୍କୁ ହରାଇଛନ୍ତି । ଅନ୍ୟ ଖେଳାଳିମାନେ ଡ୍ର ଖେଳି ଅଧା ପଏଣ୍ଟ ସଂଗ୍ରହ କରିଛନ୍ତି । ୯ମ ରାଉଣ୍ଡ ଶେଷ ସୁଦ୍ଧା ତାମିଲନାଡୁର ଖେଳାଳି ୮ ପଏଣ୍ଟ ସହ ଶୀର୍ଷରେ ଅଛନ୍ତି । ଓଡ଼ିଶାର ଶ୍ରେୟା ୬.୫ ପଏଣ୍ଟ ସହ ଯୁଗ୍ମ ତୃତୀୟ ସ୍ଥାନରେ ରହିଛନ୍ତି । ଚାମ୍ପିୟନସିପ୍ର ଶେଷ ଦୁଇ ରାଉଣ୍ଡ ସୋମବାର ଖେଳାଯିବ । — [610, 1241, 882, 1479]
registration-mark-right — [1478, 960, 1494, 1002]
registration-mark-left-mid — [4, 1280, 20, 1322]
page-number: ୧୫ — [1365, 14, 1490, 74]
football-jersey-number: 21 — [381, 1287, 413, 1312]
vettel-photo-caption: ସେବାଷ୍ଟିଆନ ଭେଟେଲ — [1276, 1051, 1382, 1065]
